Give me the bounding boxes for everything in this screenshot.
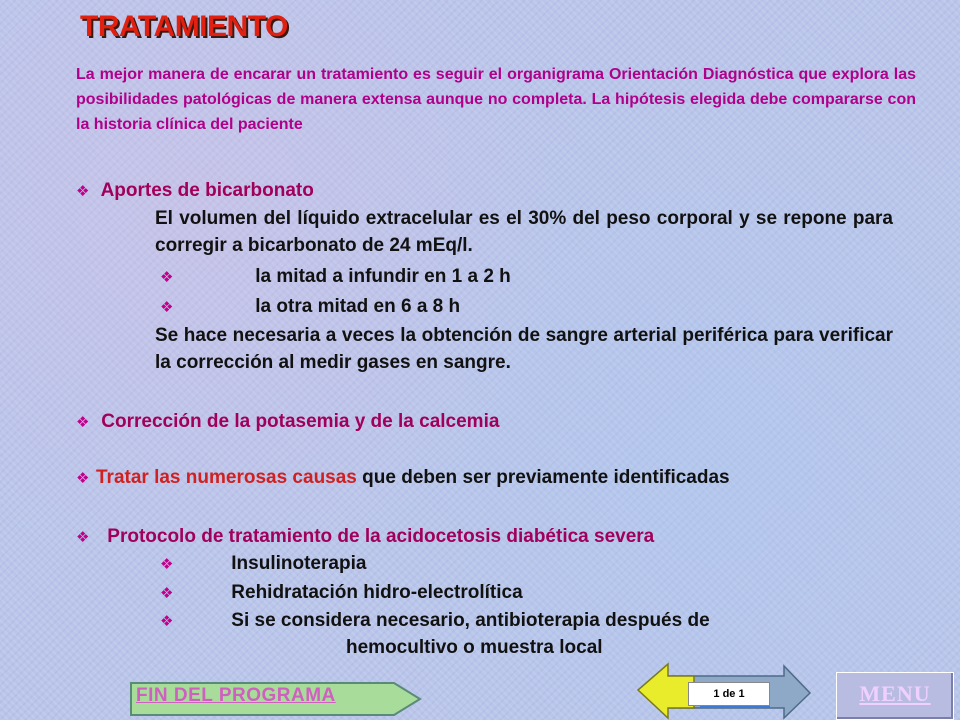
section-bicarbonato — [76, 180, 314, 202]
diamond-bullet-icon: ❖ — [160, 585, 174, 602]
diamond-bullet-icon: ❖ — [76, 529, 90, 546]
sub-bullet-text: la otra mitad en 6 a 8 h — [255, 296, 461, 317]
protocol-item-continuation: hemocultivo o muestra local — [346, 637, 603, 658]
bicarbonato-paragraph-1: El volumen del líquido extracelular es el 30% del peso corporal y se repone para corregir a bicarbonato de 24 mEq/l. — [155, 208, 893, 256]
protocol-item-text: Si se considera necesario, antibioterapia después de — [231, 610, 710, 631]
protocol-item — [160, 553, 366, 575]
protocol-item-text: Insulinoterapia — [231, 553, 367, 574]
protocol-item-text: Rehidratación hidro-electrolítica — [231, 582, 523, 603]
diamond-bullet-icon: ❖ — [160, 613, 174, 630]
sub-bullet-text: la mitad a infundir en 1 a 2 h — [255, 266, 511, 287]
protocol-item — [160, 582, 523, 604]
diamond-bullet-icon: ❖ — [76, 470, 90, 487]
section-causas — [76, 467, 730, 489]
menu-label: MENU — [859, 681, 931, 706]
sub-bullet-1 — [160, 266, 511, 288]
page-title: TRATAMIENTO — [80, 10, 288, 43]
diamond-bullet-icon: ❖ — [160, 299, 174, 316]
sub-bullet-2 — [160, 296, 460, 318]
diamond-bullet-icon: ❖ — [76, 183, 90, 200]
diamond-bullet-icon: ❖ — [160, 556, 174, 573]
fin-del-programa-button[interactable] — [128, 680, 424, 718]
section-potasemia — [76, 411, 499, 433]
section-heading-highlight: Tratar las numerosas causas — [96, 467, 357, 488]
section-protocolo — [76, 526, 654, 548]
bicarbonato-paragraph-2: Se hace necesaria a veces la obtención de sangre arterial periférica para verificar la corrección al medir gases en sangre. — [155, 325, 893, 373]
intro-paragraph: La mejor manera de encarar un tratamiento es seguir el organigrama Orientación Diagnóstica que explora las posibilidades patológicas de manera extensa aunque no completa. La hipótesis elegida debe compararse con la historia clínica del paciente — [76, 66, 916, 133]
section-heading-rest: que deben ser previamente identificadas — [356, 467, 730, 488]
diamond-bullet-icon: ❖ — [76, 414, 90, 431]
page-navigation — [636, 662, 812, 720]
fin-del-programa-label: FIN DEL PROGRAMA — [136, 685, 336, 706]
section-heading: Protocolo de tratamiento de la acidocetosis diabética severa — [107, 526, 655, 547]
protocol-item — [160, 610, 710, 632]
diamond-bullet-icon: ❖ — [160, 269, 174, 286]
menu-button[interactable] — [836, 672, 954, 720]
section-heading: Corrección de la potasemia y de la calcemia — [101, 411, 500, 432]
page-indicator: 1 de 1 — [688, 682, 770, 706]
section-heading: Aportes de bicarbonato — [100, 180, 314, 201]
